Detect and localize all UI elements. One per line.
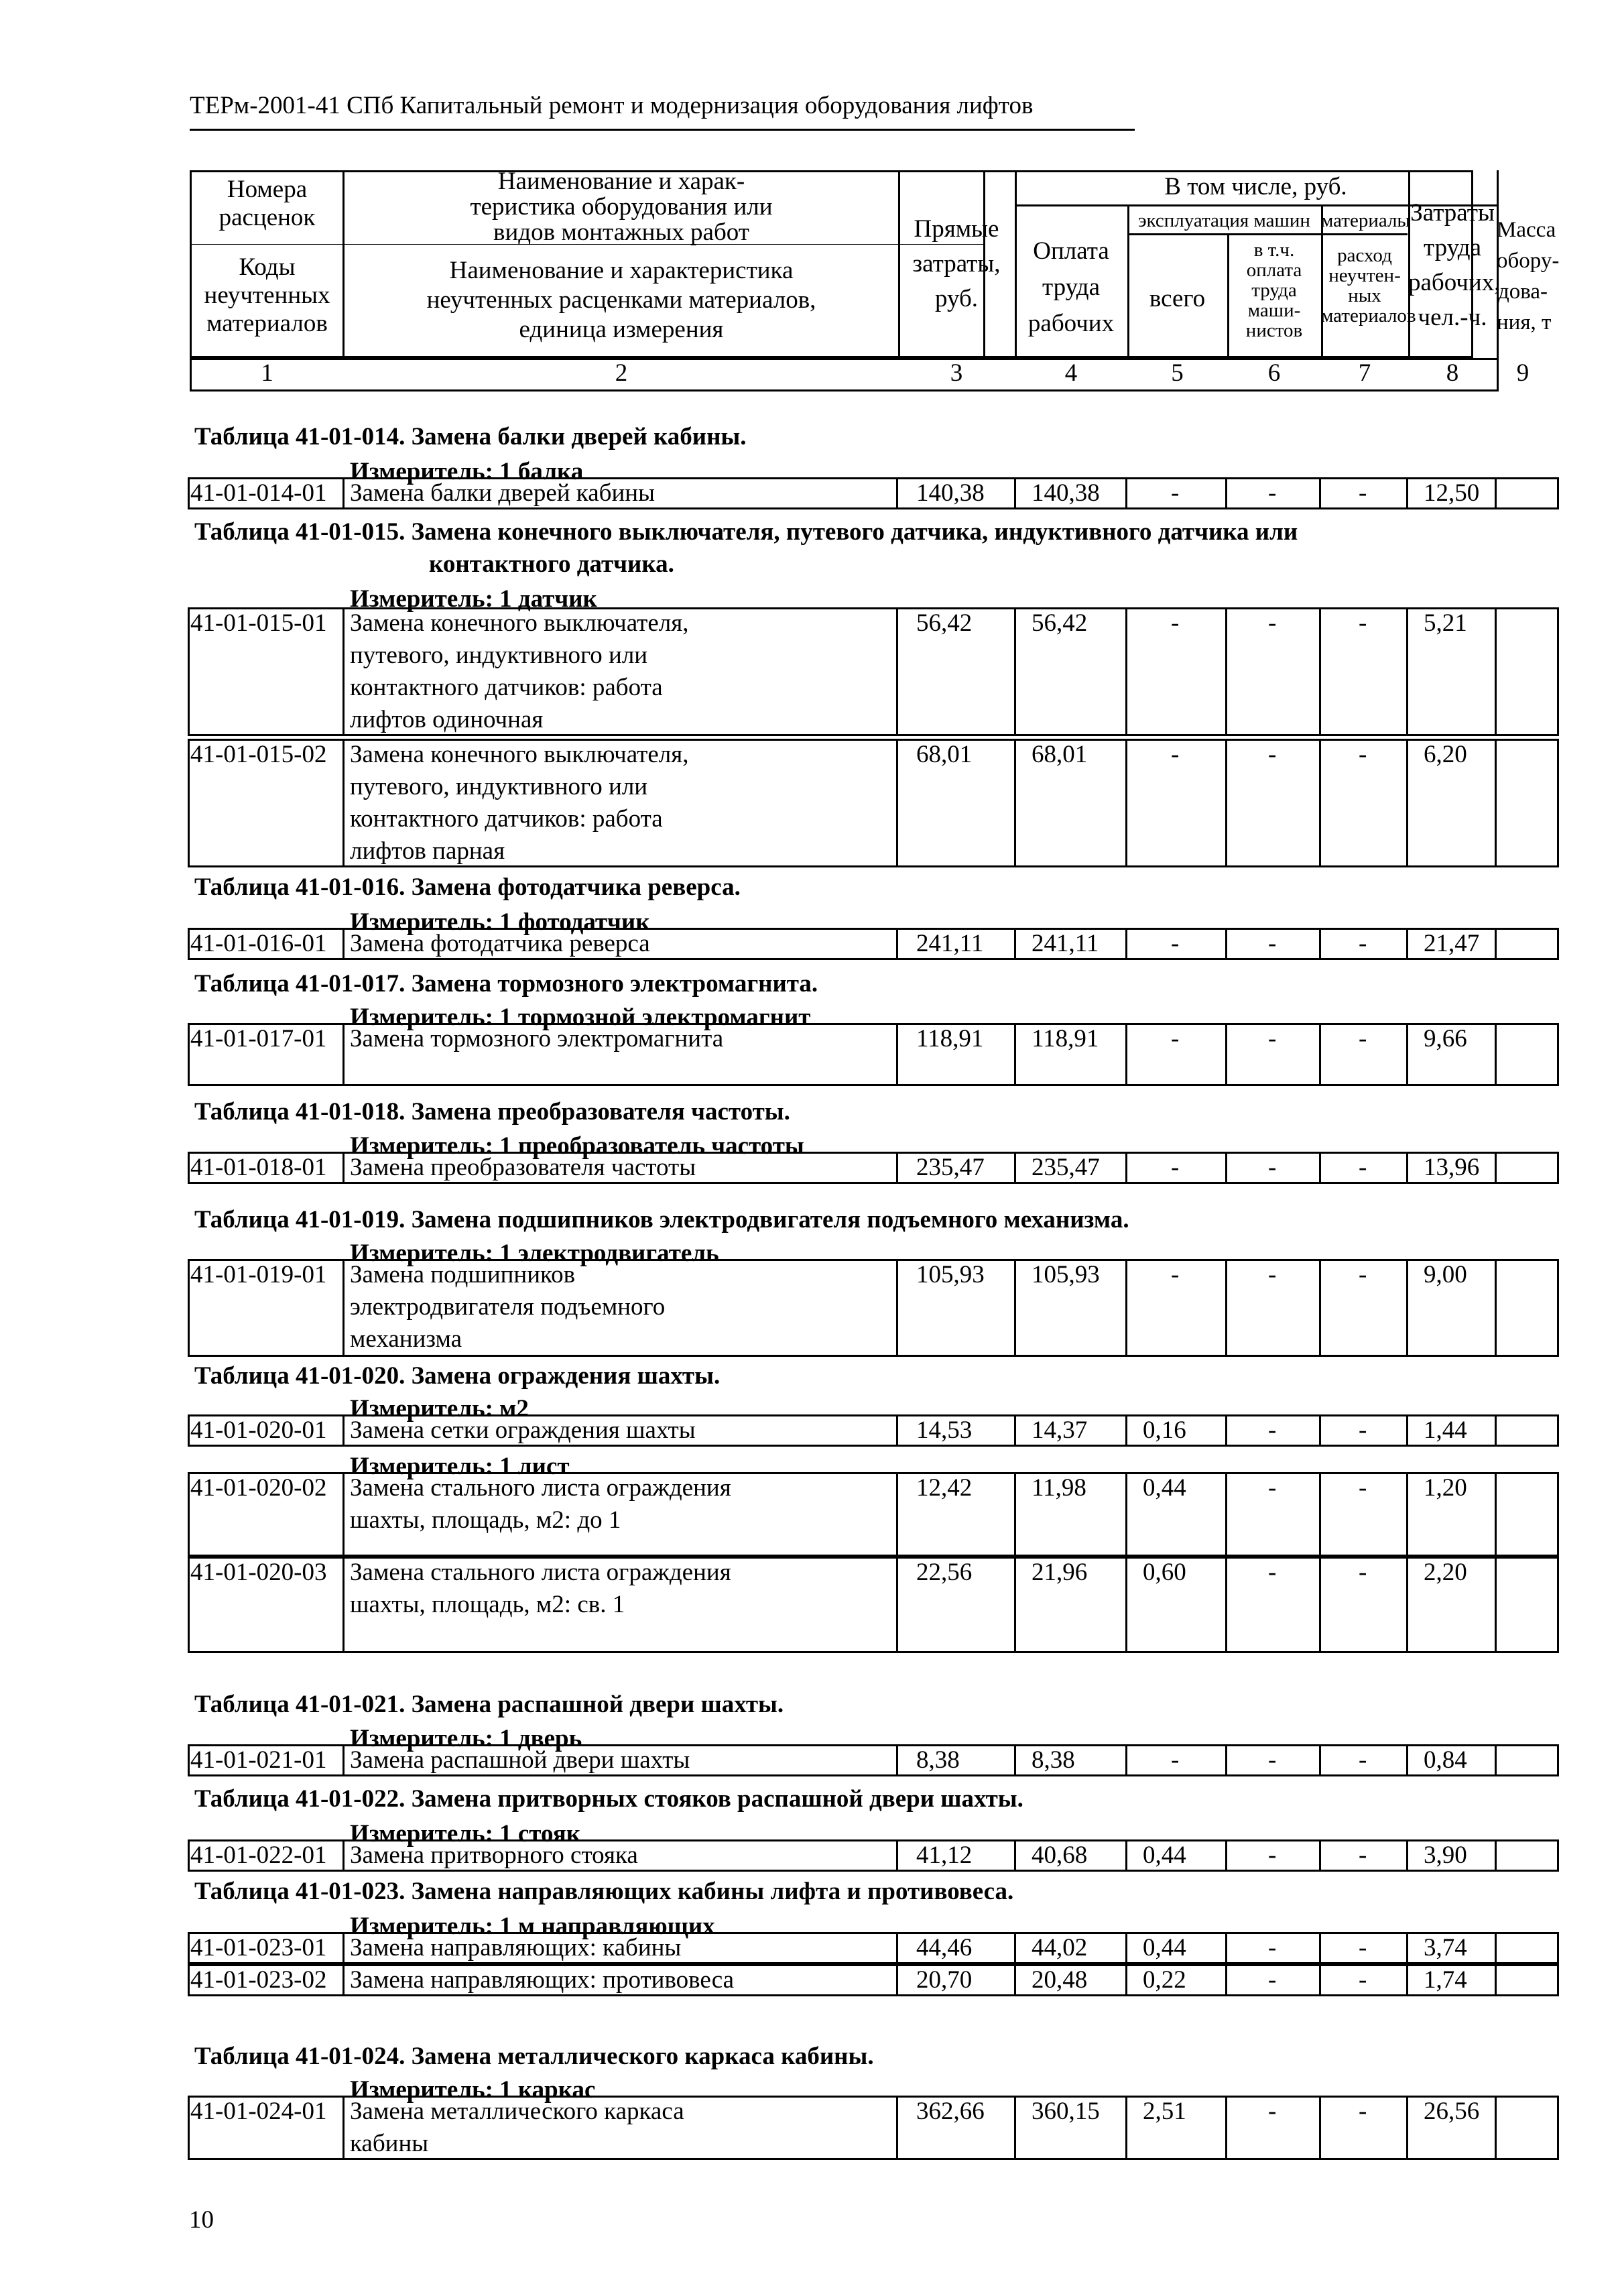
row-name-line: шахты, площадь, м2: св. 1 bbox=[350, 1591, 625, 1618]
col2-top-label: Наименование и харак- теристика оборудования или видов монтажных работ bbox=[470, 168, 773, 246]
row-c5: - bbox=[1171, 930, 1180, 957]
table-row bbox=[188, 1932, 1557, 1964]
table-cell bbox=[1495, 928, 1559, 960]
table-title: Таблица 41-01-021. Замена распашной двери шахты. bbox=[194, 1691, 784, 1718]
row-name-line: лифтов парная bbox=[350, 837, 505, 865]
row-c8: 1,44 bbox=[1424, 1416, 1467, 1444]
col1-divider bbox=[190, 244, 345, 246]
row-code: 41-01-020-03 bbox=[190, 1559, 327, 1586]
row-c6: - bbox=[1268, 1934, 1277, 1961]
row-name-line: Замена стального листа ограждения bbox=[350, 1474, 731, 1502]
table-row bbox=[188, 2096, 1557, 2160]
row-c7: - bbox=[1359, 1966, 1367, 1994]
row-c5: 0,60 bbox=[1143, 1559, 1186, 1586]
table-row bbox=[188, 1023, 1557, 1086]
col8-label: Затраты труда рабочих, чел.-ч. bbox=[1408, 199, 1501, 331]
row-c7: - bbox=[1359, 609, 1367, 637]
page-number: 10 bbox=[189, 2206, 214, 2234]
col6-label: в т.ч. оплата труда маши- нистов bbox=[1245, 239, 1303, 341]
table-cell bbox=[1495, 1744, 1559, 1776]
measure-unit: Измеритель: м2 bbox=[350, 1395, 529, 1423]
row-c7: - bbox=[1359, 2098, 1367, 2125]
row-c4: 8,38 bbox=[1032, 1746, 1075, 1774]
colnum-1: 1 bbox=[261, 359, 273, 387]
colnum-4: 4 bbox=[1064, 359, 1078, 387]
col7-label: расход неучтен- ных материалов bbox=[1321, 245, 1416, 326]
col5-label: всего bbox=[1149, 285, 1206, 312]
table-cell bbox=[1495, 1932, 1559, 1964]
table-cell bbox=[1495, 2096, 1559, 2160]
row-name-line: путевого, индуктивного или bbox=[350, 642, 648, 669]
table-row bbox=[188, 607, 1557, 736]
row-c7: - bbox=[1359, 1261, 1367, 1288]
row-name-line: лифтов одиночная bbox=[350, 706, 544, 733]
table-title: Таблица 41-01-022. Замена притворных стояков распашной двери шахты. bbox=[194, 1785, 1023, 1813]
row-c4: 235,47 bbox=[1032, 1154, 1100, 1181]
row-c8: 6,20 bbox=[1424, 741, 1467, 768]
row-name-line: шахты, площадь, м2: до 1 bbox=[350, 1506, 621, 1534]
row-code: 41-01-022-01 bbox=[190, 1841, 327, 1869]
table-row bbox=[188, 1414, 1557, 1447]
row-name-line: Замена стального листа ограждения bbox=[350, 1559, 731, 1586]
row-name-line: механизма bbox=[350, 1325, 462, 1353]
row-c7: - bbox=[1359, 1154, 1367, 1181]
table-cell bbox=[1495, 1472, 1559, 1557]
row-name bbox=[350, 1964, 734, 1996]
row-c5: - bbox=[1171, 609, 1180, 637]
row-name-line: Замена подшипников bbox=[350, 1261, 576, 1288]
table-title: Таблица 41-01-015. Замена конечного выключателя, путевого датчика, индуктивного датчика или bbox=[194, 518, 1298, 546]
row-name bbox=[350, 1152, 696, 1184]
table-cell bbox=[1495, 1023, 1559, 1086]
row-c7: - bbox=[1359, 1934, 1367, 1961]
table-row bbox=[188, 1839, 1557, 1872]
row-name bbox=[350, 1023, 723, 1055]
row-c7: - bbox=[1359, 1025, 1367, 1052]
col4-label: Оплата труда рабочих bbox=[1027, 237, 1115, 337]
row-name bbox=[350, 1557, 731, 1621]
col2-bottom-label: Наименование и характеристика неучтенных расценками материалов, единица измерения bbox=[426, 257, 816, 343]
row-c7: - bbox=[1359, 1416, 1367, 1444]
row-c4: 140,38 bbox=[1032, 479, 1100, 507]
colnum-3: 3 bbox=[950, 359, 963, 387]
measure-unit: Измеритель: 1 каркас bbox=[350, 2076, 596, 2104]
row-name bbox=[350, 1472, 731, 1536]
table-cell bbox=[1495, 1557, 1559, 1653]
row-c8: 0,84 bbox=[1424, 1746, 1467, 1774]
row-name-line: Замена конечного выключателя, bbox=[350, 741, 689, 768]
row-code: 41-01-023-02 bbox=[190, 1966, 327, 1994]
row-c5: - bbox=[1171, 1261, 1180, 1288]
row-c3: 56,42 bbox=[916, 609, 973, 637]
table-title: Таблица 41-01-024. Замена металлического каркаса кабины. bbox=[194, 2043, 874, 2070]
table-cell bbox=[1495, 1964, 1559, 1996]
row-c6: - bbox=[1268, 1474, 1277, 1502]
row-name bbox=[350, 477, 655, 509]
table-title: Таблица 41-01-020. Замена ограждения шахты. bbox=[194, 1362, 721, 1390]
row-c6: - bbox=[1268, 609, 1277, 637]
table-row bbox=[188, 739, 1557, 867]
row-c5: - bbox=[1171, 1025, 1180, 1052]
row-c5: - bbox=[1171, 741, 1180, 768]
row-c3: 118,91 bbox=[916, 1025, 984, 1052]
row-c6: - bbox=[1268, 1559, 1277, 1586]
measure-unit: Измеритель: 1 датчик bbox=[350, 585, 597, 613]
row-code: 41-01-020-02 bbox=[190, 1474, 327, 1502]
row-c4: 56,42 bbox=[1032, 609, 1088, 637]
row-c5: 0,16 bbox=[1143, 1416, 1186, 1444]
table-row bbox=[188, 1472, 1557, 1557]
row-name bbox=[350, 1839, 638, 1872]
row-c5: - bbox=[1171, 479, 1180, 507]
row-c3: 12,42 bbox=[916, 1474, 973, 1502]
measure-unit: Измеритель: 1 электродвигатель bbox=[350, 1240, 719, 1267]
table-title: Таблица 41-01-016. Замена фотодатчика реверса. bbox=[194, 873, 741, 901]
row-c6: - bbox=[1268, 1416, 1277, 1444]
row-code: 41-01-021-01 bbox=[190, 1746, 327, 1774]
row-code: 41-01-015-01 bbox=[190, 609, 327, 637]
row-code: 41-01-020-01 bbox=[190, 1416, 327, 1444]
machines-divider bbox=[1127, 233, 1408, 235]
row-c7: - bbox=[1359, 1559, 1367, 1586]
row-c7: - bbox=[1359, 1746, 1367, 1774]
row-name bbox=[350, 1744, 690, 1776]
row-name-line: Замена балки дверей кабины bbox=[350, 479, 655, 507]
row-c8: 12,50 bbox=[1424, 479, 1480, 507]
col9-label: Масса обору- дова- ния, т bbox=[1497, 218, 1560, 335]
table-cell bbox=[1495, 1414, 1559, 1447]
table-title: Таблица 41-01-018. Замена преобразователя частоты. bbox=[194, 1098, 790, 1126]
row-name-line: Замена фотодатчика реверса bbox=[350, 930, 650, 957]
row-name-line: Замена металлического каркаса bbox=[350, 2098, 684, 2125]
row-c4: 21,96 bbox=[1032, 1559, 1088, 1586]
row-c7: - bbox=[1359, 741, 1367, 768]
row-c8: 13,96 bbox=[1424, 1154, 1480, 1181]
row-c4: 14,37 bbox=[1032, 1416, 1088, 1444]
row-name bbox=[350, 928, 650, 960]
row-c7: - bbox=[1359, 930, 1367, 957]
row-code: 41-01-023-01 bbox=[190, 1934, 327, 1961]
table-row bbox=[188, 1964, 1557, 1996]
row-c6: - bbox=[1268, 1154, 1277, 1181]
row-c8: 3,90 bbox=[1424, 1841, 1467, 1869]
colnum-9: 9 bbox=[1516, 359, 1530, 387]
row-name-line: кабины bbox=[350, 2130, 429, 2157]
row-c7: - bbox=[1359, 1841, 1367, 1869]
table-row bbox=[188, 477, 1557, 509]
row-c5: - bbox=[1171, 1154, 1180, 1181]
row-c3: 8,38 bbox=[916, 1746, 960, 1774]
row-c5: 0,22 bbox=[1143, 1966, 1186, 1994]
row-code: 41-01-015-02 bbox=[190, 741, 327, 768]
measure-unit: Измеритель: 1 фотодатчик bbox=[350, 908, 650, 936]
row-name-line: электродвигателя подъемного bbox=[350, 1293, 666, 1321]
row-code: 41-01-018-01 bbox=[190, 1154, 327, 1181]
row-c8: 2,20 bbox=[1424, 1559, 1467, 1586]
row-name bbox=[350, 1414, 696, 1447]
row-c3: 362,66 bbox=[916, 2098, 985, 2125]
row-c8: 5,21 bbox=[1424, 609, 1467, 637]
row-c4: 20,48 bbox=[1032, 1966, 1088, 1994]
row-c8: 21,47 bbox=[1424, 930, 1480, 957]
materials-label: материалы bbox=[1321, 210, 1410, 231]
row-c4: 105,93 bbox=[1032, 1261, 1100, 1288]
row-name-line: Замена направляющих: кабины bbox=[350, 1934, 682, 1961]
table-cell bbox=[1495, 477, 1559, 509]
row-c3: 44,46 bbox=[916, 1934, 973, 1961]
row-c4: 68,01 bbox=[1032, 741, 1088, 768]
row-c8: 1,20 bbox=[1424, 1474, 1467, 1502]
row-name-line: Замена распашной двери шахты bbox=[350, 1746, 690, 1774]
row-c6: - bbox=[1268, 479, 1277, 507]
row-code: 41-01-014-01 bbox=[190, 479, 327, 507]
row-name bbox=[350, 1259, 665, 1355]
header-rule bbox=[190, 129, 1135, 131]
colnum-2: 2 bbox=[615, 359, 628, 387]
col1-bottom-label: Коды неучтенных материалов bbox=[204, 253, 330, 337]
row-c4: 118,91 bbox=[1032, 1025, 1099, 1052]
table-row bbox=[188, 928, 1557, 960]
measure-unit: Измеритель: 1 м направляющих bbox=[350, 1913, 715, 1940]
row-code: 41-01-019-01 bbox=[190, 1261, 327, 1288]
measure-unit: Измеритель: 1 дверь bbox=[350, 1725, 582, 1752]
row-name bbox=[350, 607, 688, 736]
row-name bbox=[350, 739, 688, 867]
row-name-line: Замена направляющих: противовеса bbox=[350, 1966, 735, 1994]
colnum-6: 6 bbox=[1267, 359, 1281, 387]
table-title: Таблица 41-01-019. Замена подшипников электродвигателя подъемного механизма. bbox=[194, 1206, 1129, 1233]
row-c3: 14,53 bbox=[916, 1416, 973, 1444]
measure-unit: Измеритель: 1 стояк bbox=[350, 1820, 581, 1848]
table-cell bbox=[1495, 1259, 1559, 1357]
row-c8: 1,74 bbox=[1424, 1966, 1467, 1994]
row-c6: - bbox=[1268, 741, 1277, 768]
row-c5: - bbox=[1171, 1746, 1180, 1774]
table-title: Таблица 41-01-017. Замена тормозного электромагнита. bbox=[194, 970, 818, 998]
table-row bbox=[188, 1259, 1557, 1357]
table-cell bbox=[1495, 607, 1559, 736]
row-c6: - bbox=[1268, 1841, 1277, 1869]
row-c4: 360,15 bbox=[1032, 2098, 1100, 2125]
row-c8: 3,74 bbox=[1424, 1934, 1467, 1961]
row-c3: 20,70 bbox=[916, 1966, 973, 1994]
row-name-line: Замена притворного стояка bbox=[350, 1841, 638, 1869]
row-c3: 68,01 bbox=[916, 741, 973, 768]
measure-unit: Измеритель: 1 лист bbox=[350, 1453, 570, 1480]
row-c8: 26,56 bbox=[1424, 2098, 1480, 2125]
row-c7: - bbox=[1359, 1474, 1367, 1502]
col1-top-label: Номера расценок bbox=[219, 176, 316, 231]
row-c5: 0,44 bbox=[1143, 1841, 1186, 1869]
row-c4: 40,68 bbox=[1032, 1841, 1088, 1869]
measure-unit: Измеритель: 1 преобразователь частоты bbox=[350, 1132, 804, 1160]
row-code: 41-01-016-01 bbox=[190, 930, 327, 957]
row-name-line: Замена тормозного электромагнита bbox=[350, 1025, 724, 1052]
row-c3: 22,56 bbox=[916, 1559, 973, 1586]
row-c6: - bbox=[1268, 2098, 1277, 2125]
col3-label: Прямые затраты, руб. bbox=[912, 215, 1001, 312]
row-c4: 44,02 bbox=[1032, 1934, 1088, 1961]
row-c6: - bbox=[1268, 1261, 1277, 1288]
row-c4: 241,11 bbox=[1032, 930, 1099, 957]
row-c5: 2,51 bbox=[1143, 2098, 1186, 2125]
table-title: Таблица 41-01-023. Замена направляющих кабины лифта и противовеса. bbox=[194, 1878, 1014, 1905]
row-c3: 105,93 bbox=[916, 1261, 985, 1288]
row-c8: 9,00 bbox=[1424, 1261, 1467, 1288]
colnum-7: 7 bbox=[1358, 359, 1371, 387]
row-c6: - bbox=[1268, 1966, 1277, 1994]
row-c3: 235,47 bbox=[916, 1154, 985, 1181]
row-c6: - bbox=[1268, 1746, 1277, 1774]
row-name-line: Замена конечного выключателя, bbox=[350, 609, 689, 637]
table-title-cont: контактного датчика. bbox=[429, 550, 674, 578]
row-name-line: контактного датчиков: работа bbox=[350, 674, 663, 701]
measure-unit: Измеритель: 1 балка bbox=[350, 458, 584, 485]
row-name bbox=[350, 2096, 684, 2160]
row-c7: - bbox=[1359, 479, 1367, 507]
row-name-line: Замена преобразователя частоты bbox=[350, 1154, 696, 1181]
row-code: 41-01-024-01 bbox=[190, 2098, 327, 2125]
row-c6: - bbox=[1268, 930, 1277, 957]
row-c4: 11,98 bbox=[1032, 1474, 1086, 1502]
measure-unit: Измеритель: 1 тормозной электромагнит bbox=[350, 1004, 811, 1031]
colnum-5: 5 bbox=[1171, 359, 1184, 387]
row-name bbox=[350, 1932, 681, 1964]
table-title: Таблица 41-01-014. Замена балки дверей кабины. bbox=[194, 423, 747, 450]
row-c6: - bbox=[1268, 1025, 1277, 1052]
row-c3: 140,38 bbox=[916, 479, 985, 507]
row-code: 41-01-017-01 bbox=[190, 1025, 327, 1052]
row-c3: 41,12 bbox=[916, 1841, 973, 1869]
row-name-line: контактного датчиков: работа bbox=[350, 805, 663, 833]
row-c5: 0,44 bbox=[1143, 1474, 1186, 1502]
running-header: ТЕРм-2001-41 СПб Капитальный ремонт и модернизация оборудования лифтов bbox=[190, 92, 1034, 119]
incl-label: В том числе, руб. bbox=[1164, 173, 1347, 200]
row-name-line: путевого, индуктивного или bbox=[350, 773, 648, 800]
table-row bbox=[188, 1557, 1557, 1653]
table-cell bbox=[1495, 1839, 1559, 1872]
machines-label: эксплуатация машин bbox=[1138, 210, 1310, 231]
table-cell bbox=[1495, 739, 1559, 867]
table-row bbox=[188, 1152, 1557, 1184]
row-c8: 9,66 bbox=[1424, 1025, 1467, 1052]
row-name-line: Замена сетки ограждения шахты bbox=[350, 1416, 696, 1444]
table-cell bbox=[1495, 1152, 1559, 1184]
colnum-8: 8 bbox=[1446, 359, 1459, 387]
table-row bbox=[188, 1744, 1557, 1776]
row-c3: 241,11 bbox=[916, 930, 984, 957]
row-c5: 0,44 bbox=[1143, 1934, 1186, 1961]
